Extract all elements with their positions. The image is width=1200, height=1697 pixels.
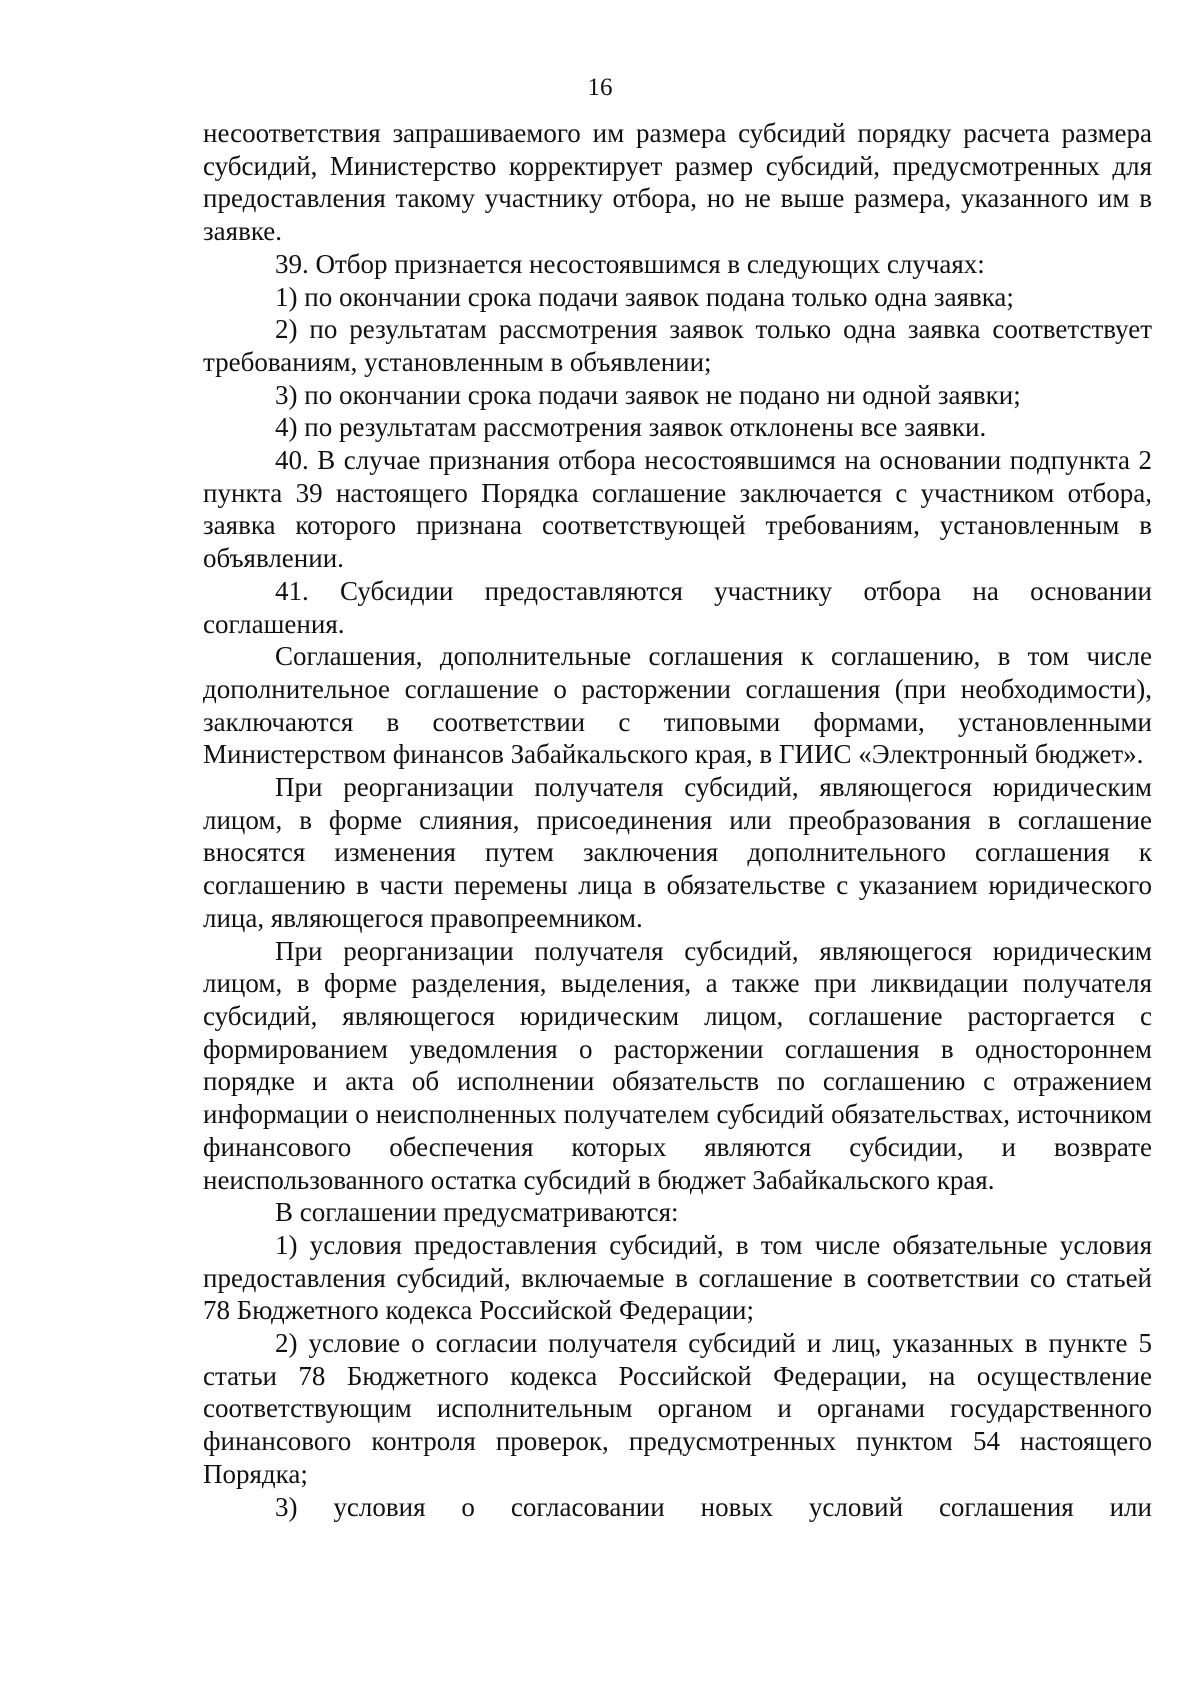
document-body [203,117,1152,1523]
paragraph-reorganization-merger: При реорганизации получателя субсидий, являющегося юридическим лицом, в форме слияния, присоединения или преобразования в соглашение вносятся изменения путем заключения дополнительного соглашения к соглашению в части перемены лица в обязательстве с указанием юридического лица, являющегося правопреемником. [203,772,1152,933]
paragraph-agreements: Соглашения, дополнительные соглашения к соглашению, в том числе дополнительное соглашение о расторжении соглашения (при необходимости), заключаются в соответствии с типовыми формами, установленными Министерством финансов Забайкальского края, в ГИИС «Электронный бюджет». [203,641,1152,770]
paragraph-41: 41. Субсидии предоставляются участнику отбора на основании соглашения. [203,575,1152,639]
paragraph-continuation: несоответствия запрашиваемого им размера субсидий порядку расчета размера субсидий, Министерство корректирует размер субсидий, предусмотренных для предоставления такому участнику отбора, но не выше размера, указанного им в заявке. [203,118,1152,247]
page-number: 16 [587,74,613,101]
list-item-39-3: 3) по окончании срока подачи заявок не подано ни одной заявки; [275,379,1021,410]
list-item-provision-3: 3) условия о согласовании новых условий соглашения или [275,1491,1152,1522]
list-item-39-1: 1) по окончании срока подачи заявок подана только одна заявка; [275,281,1014,312]
list-item-39-4: 4) по результатам рассмотрения заявок отклонены все заявки. [275,412,987,443]
paragraph-39: 39. Отбор признается несостоявшимся в следующих случаях: [275,248,985,279]
paragraph-agreement-provisions: В соглашении предусматриваются: [275,1197,679,1228]
list-item-39-2: 2) по результатам рассмотрения заявок только одна заявка соответствует требованиям, установленным в объявлении; [203,314,1152,377]
list-item-provision-1: 1) условия предоставления субсидий, в том числе обязательные условия предоставления субсидий, включаемые в соглашение в соответствии со статьей 78 Бюджетного кодекса Российской Федерации; [203,1229,1152,1326]
paragraph-40: 40. В случае признания отбора несостоявшимся на основании подпункта 2 пункта 39 настоящего Порядка соглашение заключается с участником отбора, заявка которого признана соответствующей требованиям, установленным в объявлении. [203,445,1152,574]
list-item-provision-2: 2) условие о согласии получателя субсидий и лиц, указанных в пункте 5 статьи 78 Бюджетного кодекса Российской Федерации, на осуществление соответствующим исполнительным органом и органами государственного финансового контроля проверок, предусмотренных пунктом 54 настоящего Порядка; [203,1328,1152,1489]
paragraph-reorganization-division: При реорганизации получателя субсидий, являющегося юридическим лицом, в форме разделения, выделения, а также при ликвидации получателя субсидий, являющегося юридическим лицом, соглашение расторгается с формированием уведомления о расторжении соглашения в одностороннем порядке и акта об исполнении обязательств по соглашению с отражением информации о неисполненных получателем субсидий обязательствах, источником финансового обеспечения которых являются субсидии, и возврате неиспользованного остатка субсидий в бюджет Забайкальского края. [203,935,1152,1195]
